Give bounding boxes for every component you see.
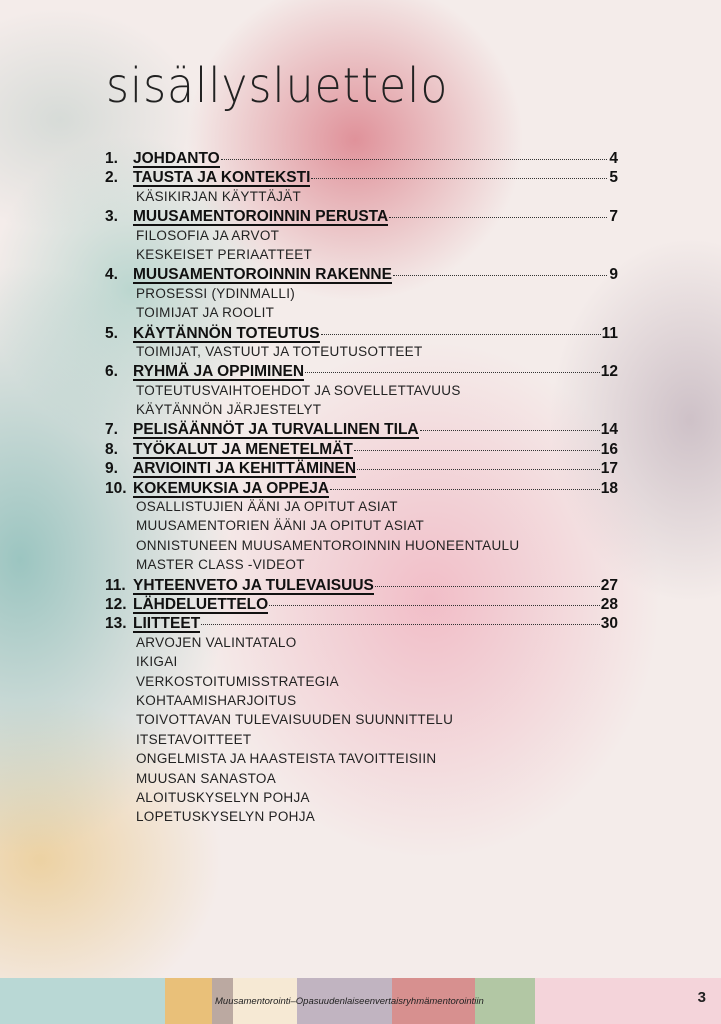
toc-entry-number: 7. bbox=[105, 421, 118, 439]
footer-color-segment bbox=[475, 978, 535, 1024]
toc-subentry[interactable] bbox=[105, 538, 618, 557]
toc-entry[interactable] bbox=[105, 615, 618, 634]
toc-subentry[interactable] bbox=[105, 344, 618, 363]
toc-subentry[interactable] bbox=[105, 809, 618, 828]
toc-entry[interactable] bbox=[105, 480, 618, 499]
toc-entry-page: 16 bbox=[600, 440, 618, 458]
toc-dot-leader bbox=[311, 178, 607, 179]
toc-dot-leader bbox=[330, 489, 600, 490]
footer-color-segment bbox=[0, 978, 165, 1024]
toc-entry[interactable] bbox=[105, 460, 618, 479]
toc-entry-page: 7 bbox=[609, 208, 618, 226]
toc-entry-label: LÄHDELUETTELO bbox=[133, 595, 269, 613]
toc-entry-number: 9. bbox=[105, 460, 118, 478]
toc-entry-number: 5. bbox=[105, 324, 118, 342]
toc-entry-label: ALOITUSKYSELYN POHJA bbox=[136, 789, 310, 805]
toc-entry-number: 11. bbox=[105, 576, 126, 594]
toc-entry-label: MUUSAMENTOROINNIN PERUSTA bbox=[133, 208, 389, 226]
toc-entry-number: 3. bbox=[105, 208, 118, 226]
toc-entry[interactable] bbox=[105, 169, 618, 188]
toc-subentry[interactable] bbox=[105, 790, 618, 809]
toc-entry-label: ARVOJEN VALINTATALO bbox=[136, 634, 297, 650]
toc-entry-label: LOPETUSKYSELYN POHJA bbox=[136, 809, 316, 825]
toc-entry-label: KÄYTÄNNÖN TOTEUTUS bbox=[133, 324, 320, 342]
toc-entry-label: KOHTAAMISHARJOITUS bbox=[136, 692, 297, 708]
toc-entry-page: 9 bbox=[609, 266, 618, 284]
toc-entry-label: ONGELMISTA JA HAASTEISTA TAVOITTEISIIN bbox=[136, 751, 437, 767]
toc-entry-label: TOTEUTUSVAIHTOEHDOT JA SOVELLETTAVUUS bbox=[136, 382, 461, 398]
toc-entry-label: MASTER CLASS -VIDEOT bbox=[136, 557, 305, 573]
toc-entry-number: 6. bbox=[105, 363, 118, 381]
toc-entry-page: 18 bbox=[600, 479, 618, 497]
toc-entry[interactable] bbox=[105, 208, 618, 227]
toc-entry-label: TOIMIJAT, VASTUUT JA TOTEUTUSOTTEET bbox=[136, 343, 423, 359]
toc-subentry[interactable] bbox=[105, 228, 618, 247]
toc-dot-leader bbox=[321, 334, 601, 335]
footer-title: Muusamentorointi–Opasuudenlaiseenvertaisryhmämentorointiin bbox=[215, 996, 484, 1007]
toc-entry-label: KESKEISET PERIAATTEET bbox=[136, 246, 313, 262]
toc-subentry[interactable] bbox=[105, 771, 618, 790]
toc-entry-page: 14 bbox=[600, 421, 618, 439]
toc-entry-number: 1. bbox=[105, 150, 118, 167]
toc-dot-leader bbox=[354, 450, 600, 451]
toc-entry-page: 5 bbox=[609, 169, 618, 187]
toc-entry-label: IKIGAI bbox=[136, 654, 178, 670]
toc-dot-leader bbox=[420, 430, 600, 431]
toc-entry-label: MUUSAMENTORIEN ÄÄNI JA OPITUT ASIAT bbox=[136, 518, 425, 534]
toc-entry-label: PELISÄÄNNÖT JA TURVALLINEN TILA bbox=[133, 421, 419, 439]
toc-entry-page: 27 bbox=[600, 576, 618, 594]
toc-dot-leader bbox=[389, 217, 607, 218]
footer-color-segment bbox=[535, 978, 721, 1024]
toc-entry[interactable] bbox=[105, 363, 618, 382]
toc-subentry[interactable] bbox=[105, 674, 618, 693]
toc-subentry[interactable] bbox=[105, 712, 618, 731]
toc-entry-page: 30 bbox=[600, 615, 618, 633]
page-number: 3 bbox=[697, 989, 706, 1006]
toc-subentry[interactable] bbox=[105, 635, 618, 654]
toc-entry-label: LIITTEET bbox=[133, 615, 201, 633]
table-of-contents bbox=[105, 150, 618, 829]
toc-dot-leader bbox=[221, 159, 607, 160]
toc-dot-leader bbox=[269, 605, 600, 606]
toc-entry-label: TAUSTA JA KONTEKSTI bbox=[133, 169, 311, 187]
toc-subentry[interactable] bbox=[105, 654, 618, 673]
toc-entry-label: MUUSAN SANASTOA bbox=[136, 770, 277, 786]
toc-subentry[interactable] bbox=[105, 499, 618, 518]
toc-entry-page: 12 bbox=[600, 363, 618, 381]
toc-entry-label: KOKEMUKSIA JA OPPEJA bbox=[133, 479, 330, 497]
toc-entry[interactable] bbox=[105, 325, 618, 344]
toc-entry-label: ONNISTUNEEN MUUSAMENTOROINNIN HUONEENTAULU bbox=[136, 537, 520, 553]
toc-entry-label: TOIVOTTAVAN TULEVAISUUDEN SUUNNITTELU bbox=[136, 712, 454, 728]
toc-dot-leader bbox=[393, 275, 607, 276]
toc-subentry[interactable] bbox=[105, 383, 618, 402]
toc-entry-label: KÄYTÄNNÖN JÄRJESTELYT bbox=[136, 402, 322, 418]
toc-entry-number: 13. bbox=[105, 615, 127, 633]
toc-entry-label: OSALLISTUJIEN ÄÄNI JA OPITUT ASIAT bbox=[136, 499, 398, 515]
toc-entry-page: 11 bbox=[601, 324, 618, 342]
toc-dot-leader bbox=[201, 624, 600, 625]
toc-subentry[interactable] bbox=[105, 693, 618, 712]
toc-subentry[interactable] bbox=[105, 286, 618, 305]
toc-entry-label: MUUSAMENTOROINNIN RAKENNE bbox=[133, 266, 392, 284]
toc-subentry[interactable] bbox=[105, 518, 618, 537]
toc-subentry[interactable] bbox=[105, 189, 618, 208]
toc-entry-number: 10. bbox=[105, 479, 127, 497]
toc-entry[interactable] bbox=[105, 596, 618, 615]
toc-entry[interactable] bbox=[105, 441, 618, 460]
toc-entry[interactable] bbox=[105, 577, 618, 596]
toc-entry-label: JOHDANTO bbox=[133, 150, 220, 167]
toc-entry[interactable] bbox=[105, 421, 618, 440]
toc-subentry[interactable] bbox=[105, 402, 618, 421]
toc-entry-label: FILOSOFIA JA ARVOT bbox=[136, 227, 280, 243]
toc-entry-label: YHTEENVETO JA TULEVAISUUS bbox=[133, 576, 374, 594]
toc-subentry[interactable] bbox=[105, 751, 618, 770]
toc-entry-label: PROSESSI (YDINMALLI) bbox=[136, 285, 296, 301]
toc-subentry[interactable] bbox=[105, 732, 618, 751]
toc-entry-page: 17 bbox=[600, 460, 618, 478]
toc-entry-label: TYÖKALUT JA MENETELMÄT bbox=[133, 440, 353, 458]
toc-entry-page: 4 bbox=[609, 150, 618, 167]
toc-subentry[interactable] bbox=[105, 557, 618, 576]
toc-entry-number: 4. bbox=[105, 266, 118, 284]
toc-dot-leader bbox=[375, 586, 600, 587]
toc-entry-label: ITSETAVOITTEET bbox=[136, 731, 252, 747]
toc-entry-label: RYHMÄ JA OPPIMINEN bbox=[133, 363, 305, 381]
toc-subentry[interactable] bbox=[105, 305, 618, 324]
toc-entry-label: VERKOSTOITUMISSTRATEGIA bbox=[136, 673, 339, 689]
toc-entry-page: 28 bbox=[600, 595, 618, 613]
toc-subentry[interactable] bbox=[105, 247, 618, 266]
footer-color-segment bbox=[165, 978, 212, 1024]
toc-entry-number: 2. bbox=[105, 169, 118, 187]
page-title: sisällysluettelo bbox=[106, 58, 449, 114]
toc-entry[interactable] bbox=[105, 150, 618, 169]
toc-entry-label: ARVIOINTI JA KEHITTÄMINEN bbox=[133, 460, 357, 478]
toc-entry-number: 8. bbox=[105, 440, 118, 458]
toc-dot-leader bbox=[357, 469, 600, 470]
toc-entry-label: TOIMIJAT JA ROOLIT bbox=[136, 305, 275, 321]
toc-dot-leader bbox=[305, 372, 600, 373]
toc-entry-label: KÄSIKIRJAN KÄYTTÄJÄT bbox=[136, 188, 302, 204]
toc-entry[interactable] bbox=[105, 266, 618, 285]
toc-entry-number: 12. bbox=[105, 595, 127, 613]
